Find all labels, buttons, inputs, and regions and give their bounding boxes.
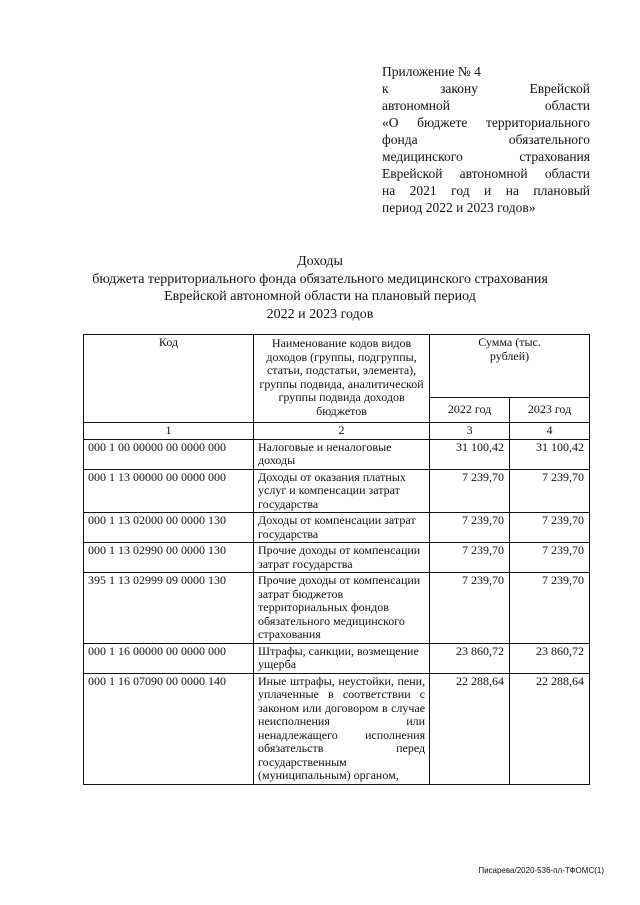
table-row: [84, 543, 590, 573]
row-name: Прочие доходы от компенсации затрат бюджетов территориальных фондов обязательного медицинского страхования: [254, 573, 430, 644]
header-year-2023: 2023 год: [510, 398, 590, 423]
row-name: Иные штрафы, неустойки, пени, уплаченные в соответствии с законом или договором в случае неисполнения или ненадлежащего исполнения обязательств перед государственным (муниципальным) органом,: [254, 673, 430, 784]
annex-line: Еврейской автономной области: [382, 166, 590, 181]
row-name: Штрафы, санкции, возмещение ущерба: [254, 643, 430, 673]
row-code: 395 1 13 02999 09 0000 130: [84, 573, 254, 644]
table-row: [84, 643, 590, 673]
annex-line: Приложение № 4: [382, 64, 481, 79]
row-value-2022: 22 288,64: [430, 673, 510, 784]
row-value-2022: 31 100,42: [430, 439, 510, 469]
annex-line: период 2022 и 2023 годов»: [382, 200, 536, 215]
column-number: 3: [430, 423, 510, 440]
header-name: Наименование кодов видов доходов (группы, подгруппы, статьи, подстатьи, элемента), группы подвида, аналитической группы подвида доходов бюджетов: [254, 335, 430, 423]
row-code: 000 1 16 00000 00 0000 000: [84, 643, 254, 673]
row-value-2023: 7 239,70: [510, 469, 590, 513]
row-value-2022: 7 239,70: [430, 543, 510, 573]
row-value-2023: 23 860,72: [510, 643, 590, 673]
row-value-2022: 7 239,70: [430, 469, 510, 513]
header-sum-label: Сумма (тыс. рублей): [478, 335, 541, 363]
title-line: Доходы: [297, 254, 343, 269]
header-code: Код: [84, 335, 254, 423]
row-value-2022: 7 239,70: [430, 513, 510, 543]
document-title: [60, 253, 580, 323]
table-row: [84, 573, 590, 644]
table-row: [84, 469, 590, 513]
row-value-2023: 7 239,70: [510, 513, 590, 543]
column-number: 4: [510, 423, 590, 440]
annex-line: фонда обязательного: [382, 132, 590, 147]
table-numbering-row: [84, 423, 590, 440]
row-code: 000 1 16 07090 00 0000 140: [84, 673, 254, 784]
table-row: [84, 513, 590, 543]
row-name: Доходы от оказания платных услуг и компенсации затрат государства: [254, 469, 430, 513]
table-row: [84, 439, 590, 469]
table-header-row: [84, 335, 590, 398]
header-year-2022: 2022 год: [430, 398, 510, 423]
row-name: Доходы от компенсации затрат государства: [254, 513, 430, 543]
row-name: Прочие доходы от компенсации затрат государства: [254, 543, 430, 573]
row-code: 000 1 13 02000 00 0000 130: [84, 513, 254, 543]
title-line: 2022 и 2023 годов: [266, 306, 374, 322]
row-code: 000 1 00 00000 00 0000 000: [84, 439, 254, 469]
row-value-2022: 7 239,70: [430, 573, 510, 644]
title-line: бюджета территориального фонда обязательного медицинского страхования: [92, 271, 548, 287]
row-value-2023: 22 288,64: [510, 673, 590, 784]
annex-header: [382, 63, 590, 216]
row-code: 000 1 13 02990 00 0000 130: [84, 543, 254, 573]
header-sum: [430, 335, 590, 398]
column-number: 1: [84, 423, 254, 440]
title-line: Еврейской автономной области на плановый период: [164, 289, 476, 304]
annex-line: к закону Еврейской: [382, 81, 590, 96]
annex-line: медицинского страхования: [382, 149, 590, 164]
row-value-2023: 31 100,42: [510, 439, 590, 469]
column-number: 2: [254, 423, 430, 440]
annex-line: автономной области: [382, 98, 590, 113]
table-row: [84, 673, 590, 784]
row-value-2022: 23 860,72: [430, 643, 510, 673]
row-name: Налоговые и неналоговые доходы: [254, 439, 430, 469]
income-table: [83, 334, 590, 785]
row-value-2023: 7 239,70: [510, 543, 590, 573]
document-reference: Писарева/2020-536-пл-ТФОМС(1): [478, 866, 604, 875]
row-code: 000 1 13 00000 00 0000 000: [84, 469, 254, 513]
row-value-2023: 7 239,70: [510, 573, 590, 644]
annex-line: «О бюджете территориального: [382, 115, 590, 130]
annex-line: на 2021 год и на плановый: [382, 183, 590, 198]
